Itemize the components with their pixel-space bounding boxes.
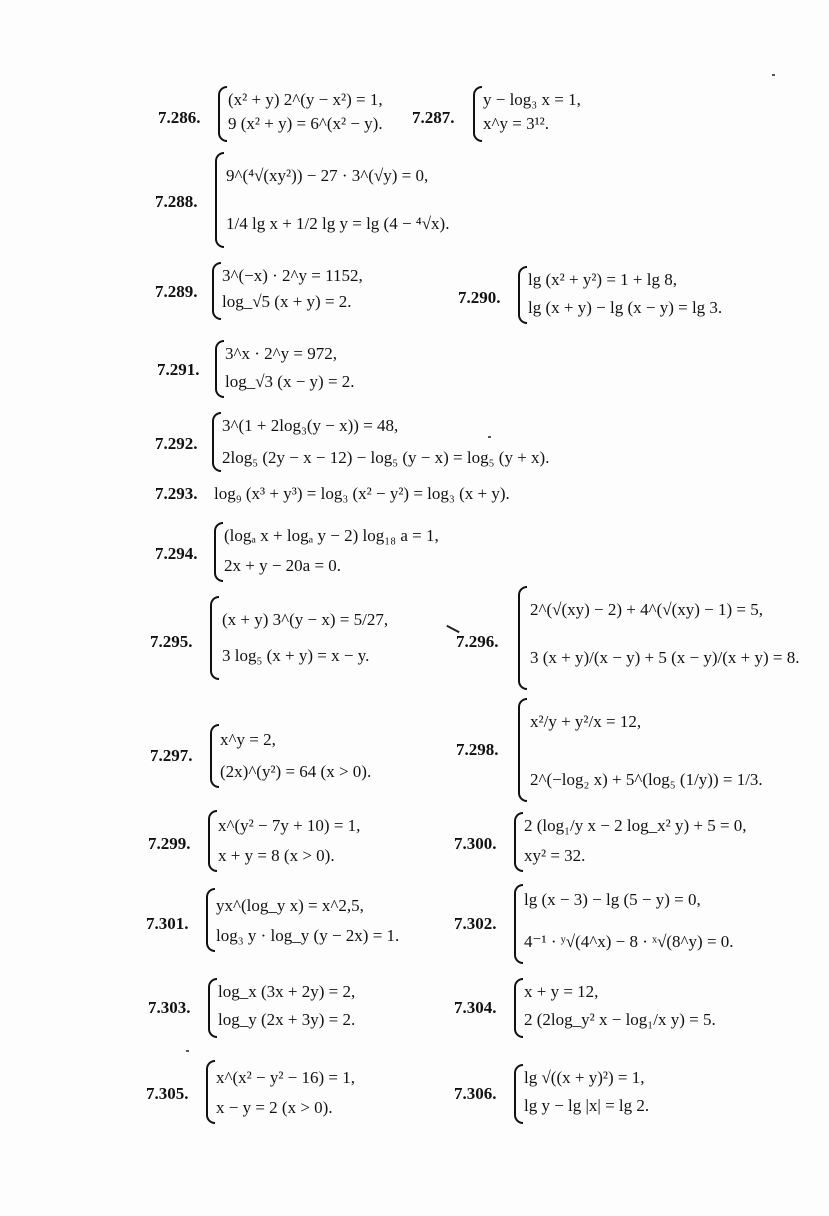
equation-line: 9^(⁴√(xy²)) − 27 · 3^(√y) = 0,	[226, 166, 429, 185]
problem-number: 7.300.	[454, 834, 497, 853]
equation-line: 4⁻¹ · ʸ√(4^x) − 8 · ˣ√(8^y) = 0.	[524, 932, 734, 951]
problem-number: 7.305.	[146, 1084, 189, 1103]
equation-line: x^y = 2,	[220, 730, 276, 749]
equation-line: (logₐ x + logₐ y − 2) log₁₈ a = 1,	[224, 526, 439, 545]
equation-line: x + y = 8 (x > 0).	[218, 846, 335, 865]
system-brace	[514, 978, 523, 1038]
equation-line: 2x + y − 20a = 0.	[224, 556, 342, 575]
equation-line: 2log₅ (2y − x − 12) − log₅ (y − x) = log₅ (y + x).	[222, 448, 550, 467]
equation-line: 3 log₅ (x + y) = x − y.	[222, 646, 370, 665]
equation-line: (x + y) 3^(y − x) = 5/27,	[222, 610, 389, 629]
problem-number: 7.286.	[158, 108, 201, 127]
equation-line: 2^(−log₂ x) + 5^(log₅ (1/y)) = 1/3.	[530, 770, 763, 789]
problem-number: 7.290.	[458, 288, 501, 307]
problem-number: 7.295.	[150, 632, 193, 651]
equation-line: x^(x² − y² − 16) = 1,	[216, 1068, 356, 1087]
problem-number: 7.293.	[155, 484, 198, 503]
system-brace	[514, 812, 523, 872]
scan-speck	[186, 1050, 189, 1052]
equation-line: 3^x · 2^y = 972,	[225, 344, 337, 363]
system-brace	[206, 1060, 215, 1124]
equation-line: log_y (2x + 3y) = 2.	[218, 1010, 356, 1029]
problem-number: 7.299.	[148, 834, 191, 853]
equation-line: 2 (2log_y² x − log₁/x y) = 5.	[524, 1010, 716, 1029]
system-brace	[206, 888, 215, 952]
problem-number: 7.288.	[155, 192, 198, 211]
system-brace	[518, 698, 527, 802]
equation-line: 9 (x² + y) = 6^(x² − y).	[228, 114, 383, 133]
equation-line: lg (x − 3) − lg (5 − y) = 0,	[524, 890, 701, 909]
system-brace	[514, 884, 523, 964]
problem-number: 7.294.	[155, 544, 198, 563]
equation-line: lg (x² + y²) = 1 + lg 8,	[528, 270, 677, 289]
equation-line: y − log₃ x = 1,	[483, 90, 581, 109]
problem-number: 7.304.	[454, 998, 497, 1017]
equation-line: x^y = 3¹².	[483, 114, 550, 133]
problem-number: 7.287.	[412, 108, 455, 127]
equation-line: x^(y² − 7y + 10) = 1,	[218, 816, 361, 835]
equation-line: 3 (x + y)/(x − y) + 5 (x − y)/(x + y) = 8.	[530, 648, 800, 667]
problem-number: 7.303.	[148, 998, 191, 1017]
problem-number: 7.298.	[456, 740, 499, 759]
system-brace	[473, 86, 482, 142]
equation-line: yx^(log_y x) = x^2,5,	[216, 896, 364, 915]
equation-line: log₉ (x³ + y³) = log₃ (x² − y²) = log₃ (x + y).	[214, 484, 510, 503]
equation-line: 2 (log₁/y x − 2 log_x² y) + 5 = 0,	[524, 816, 747, 835]
system-brace	[514, 1064, 523, 1124]
equation-line: lg y − lg |x| = lg 2.	[524, 1096, 650, 1115]
problem-number: 7.296.	[456, 632, 499, 651]
system-brace	[210, 596, 219, 680]
system-brace	[212, 262, 221, 320]
problem-number: 7.289.	[155, 282, 198, 301]
equation-line: 3^(1 + 2log₃(y − x)) = 48,	[222, 416, 399, 435]
system-brace	[215, 152, 224, 248]
problem-number: 7.291.	[157, 360, 200, 379]
equation-line: log₃ y · log_y (y − 2x) = 1.	[216, 926, 400, 945]
system-brace	[518, 266, 527, 324]
system-brace	[518, 586, 527, 690]
problem-number: 7.297.	[150, 746, 193, 765]
problem-number: 7.292.	[155, 434, 198, 453]
equation-line: lg √((x + y)²) = 1,	[524, 1068, 645, 1087]
equation-line: log_x (3x + 2y) = 2,	[218, 982, 356, 1001]
system-brace	[210, 724, 219, 788]
problem-number: 7.301.	[146, 914, 189, 933]
equation-line: x − y = 2 (x > 0).	[216, 1098, 333, 1117]
system-brace	[214, 522, 223, 582]
equation-line: lg (x + y) − lg (x − y) = lg 3.	[528, 298, 723, 317]
equation-line: log_√5 (x + y) = 2.	[222, 292, 352, 311]
equation-line: 2^(√(xy) − 2) + 4^(√(xy) − 1) = 5,	[530, 600, 764, 619]
equation-line: 3^(−x) · 2^y = 1152,	[222, 266, 363, 285]
equation-line: (2x)^(y²) = 64 (x > 0).	[220, 762, 372, 781]
equation-line: x + y = 12,	[524, 982, 599, 1001]
problem-number: 7.302.	[454, 914, 497, 933]
equation-line: (x² + y) 2^(y − x²) = 1,	[228, 90, 383, 109]
problem-number: 7.306.	[454, 1084, 497, 1103]
equation-line: x²/y + y²/x = 12,	[530, 712, 642, 731]
scan-speck	[488, 436, 491, 438]
system-brace	[208, 810, 217, 872]
equation-line: 1/4 lg x + 1/2 lg y = lg (4 − ⁴√x).	[226, 214, 450, 233]
system-brace	[215, 340, 224, 398]
equation-line: xy² = 32.	[524, 846, 586, 865]
equation-line: log_√3 (x − y) = 2.	[225, 372, 355, 391]
scan-speck	[772, 74, 775, 76]
system-brace	[218, 86, 227, 142]
system-brace	[208, 978, 217, 1038]
system-brace	[212, 412, 221, 472]
